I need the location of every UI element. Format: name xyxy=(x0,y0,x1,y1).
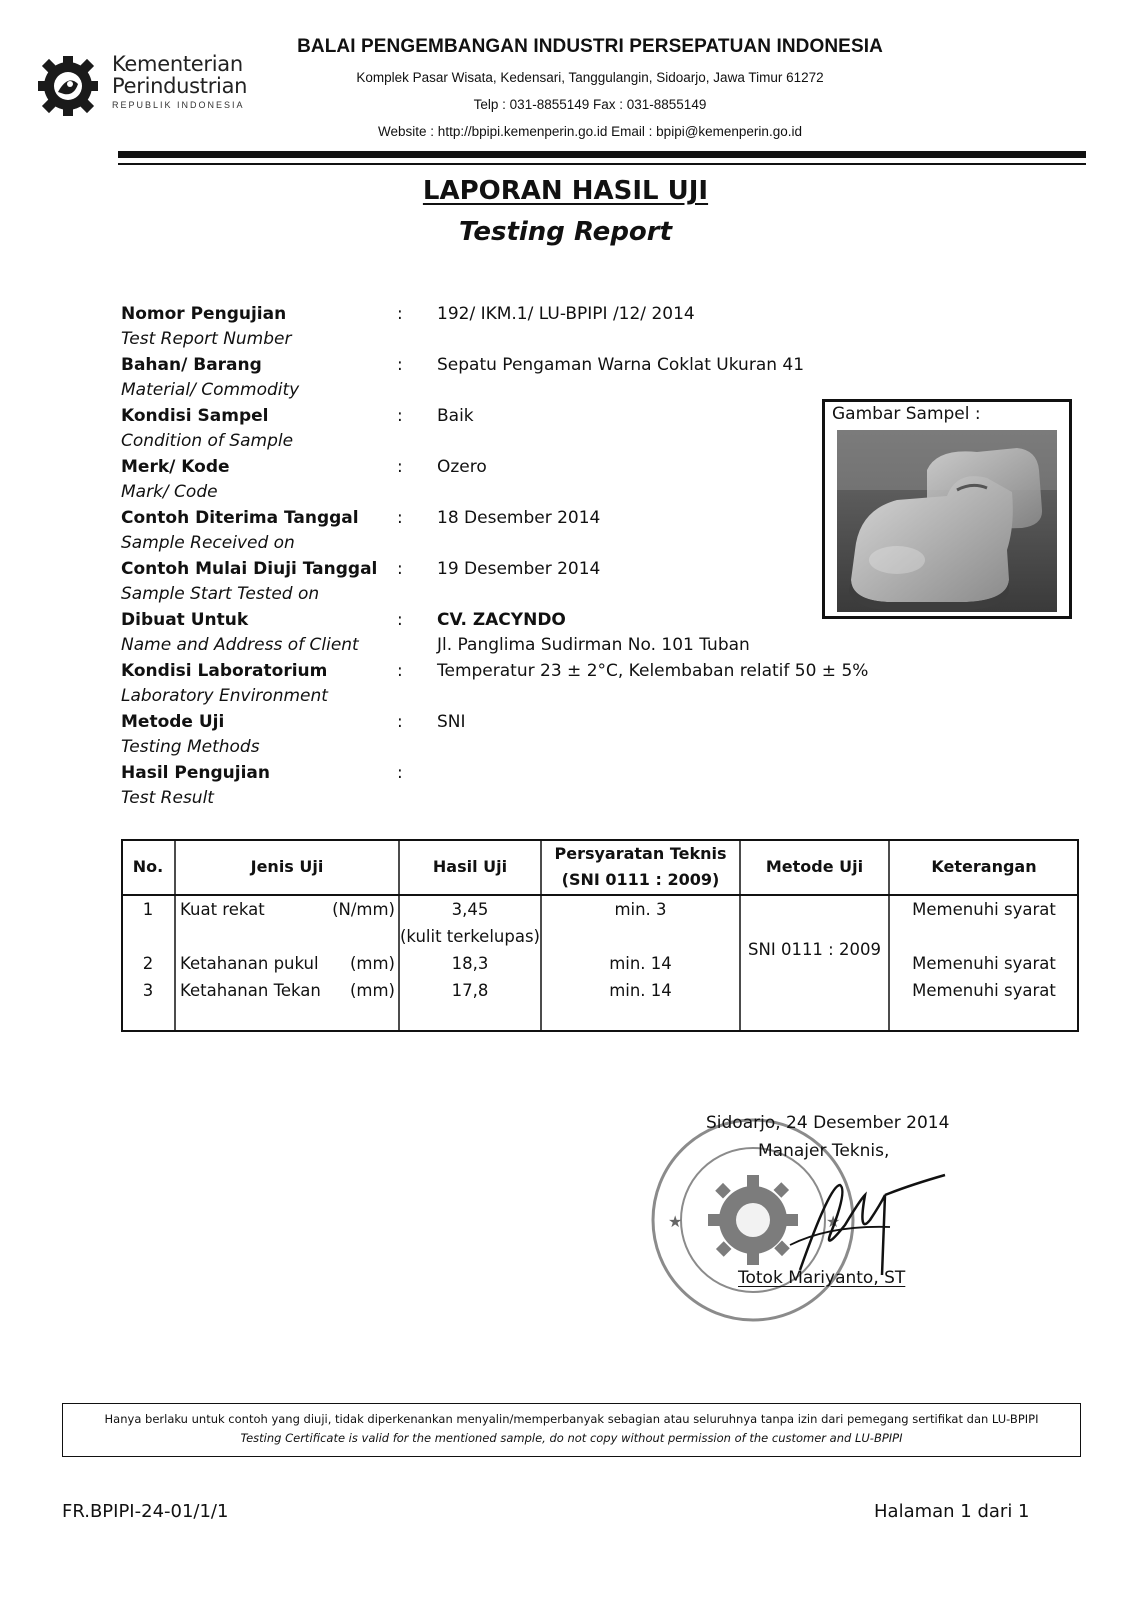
value-material: Sepatu Pengaman Warna Coklat Ukuran 41 xyxy=(437,355,805,375)
label-sample-start-tested: Sample Start Tested on xyxy=(121,584,320,604)
svg-text:★: ★ xyxy=(668,1212,683,1231)
logo-text-republik: REPUBLIK INDONESIA xyxy=(112,100,245,110)
organization-phone: Telp : 031-8855149 Fax : 031-8855149 xyxy=(473,97,707,112)
organization-web: Website : http://bpipi.kemenperin.go.id Email : bpipi@kemenperin.go.id xyxy=(378,124,802,139)
disclaimer-text-id: Hanya berlaku untuk contoh yang diuji, tidak diperkenankan menyalin/memperbanyak sebagian atau seluruhnya tanpa izin dari pemegang sertifikat dan LU-BPIPI xyxy=(104,1412,1039,1426)
cell-no: 1 xyxy=(142,900,154,919)
cell-jenis: Ketahanan Tekan xyxy=(180,981,321,1000)
colon: : xyxy=(397,457,403,477)
signatory-name: Totok Mariyanto, ST xyxy=(738,1268,906,1288)
label-test-report-number: Test Report Number xyxy=(121,329,292,349)
disclaimer-text-en: Testing Certificate is valid for the mentioned sample, do not copy without permission of the customer and LU-BPIPI xyxy=(240,1431,903,1445)
cell-keterangan: Memenuhi syarat xyxy=(912,981,1056,1000)
ministry-logo xyxy=(30,44,270,124)
colon: : xyxy=(397,610,403,630)
cell-no: 2 xyxy=(142,954,154,973)
label-kondisi-sampel: Kondisi Sampel xyxy=(121,406,269,426)
label-hasil-pengujian: Hasil Pengujian xyxy=(121,763,270,783)
value-testing-method: SNI xyxy=(437,712,466,732)
header-divider-thin xyxy=(118,163,1086,165)
cell-syarat: min. 14 xyxy=(609,981,672,1000)
colon: : xyxy=(397,406,403,426)
test-result-table xyxy=(121,839,1079,1032)
value-client-address: Jl. Panglima Sudirman No. 101 Tuban xyxy=(437,635,750,655)
header-persyaratan-sni: (SNI 0111 : 2009) xyxy=(561,870,720,889)
label-dibuat-untuk: Dibuat Untuk xyxy=(121,610,249,630)
label-sample-received: Sample Received on xyxy=(121,533,295,553)
label-testing-methods: Testing Methods xyxy=(121,737,260,757)
handwritten-signature xyxy=(770,1165,950,1285)
cell-syarat: min. 3 xyxy=(614,900,667,919)
header-divider-thick xyxy=(118,151,1086,158)
label-test-result: Test Result xyxy=(121,788,214,808)
organization-name: BALAI PENGEMBANGAN INDUSTRI PERSEPATUAN INDONESIA xyxy=(297,36,883,57)
label-nomor-pengujian: Nomor Pengujian xyxy=(121,304,287,324)
header-jenis-uji: Jenis Uji xyxy=(250,857,324,876)
organization-address: Komplek Pasar Wisata, Kedensari, Tanggulangin, Sidoarjo, Jawa Timur 61272 xyxy=(356,70,824,85)
colon: : xyxy=(397,763,403,783)
gear-emblem-icon xyxy=(30,44,110,124)
value-start-date: 19 Desember 2014 xyxy=(437,559,601,579)
cell-syarat: min. 14 xyxy=(609,954,672,973)
cell-unit: (mm) xyxy=(349,981,395,1000)
value-client-name: CV. ZACYNDO xyxy=(437,610,566,630)
report-title-en: Testing Report xyxy=(458,217,673,247)
label-laboratory-environment: Laboratory Environment xyxy=(121,686,328,706)
label-mark-code: Mark/ Code xyxy=(121,482,218,502)
logo-text-perindustrian: Perindustrian xyxy=(112,74,248,98)
header-hasil-uji: Hasil Uji xyxy=(432,857,508,876)
cell-keterangan: Memenuhi syarat xyxy=(912,900,1056,919)
form-code: FR.BPIPI-24-01/1/1 xyxy=(62,1501,229,1522)
cell-jenis: Kuat rekat xyxy=(180,900,265,919)
label-client-name-address: Name and Address of Client xyxy=(121,635,359,655)
label-bahan-barang: Bahan/ Barang xyxy=(121,355,262,375)
cell-keterangan: Memenuhi syarat xyxy=(912,954,1056,973)
signature-role: Manajer Teknis, xyxy=(758,1141,890,1161)
colon: : xyxy=(397,304,403,324)
header-persyaratan-teknis: Persyaratan Teknis xyxy=(554,844,727,863)
cell-hasil: 3,45 xyxy=(451,900,489,919)
label-merk-kode: Merk/ Kode xyxy=(121,457,230,477)
colon: : xyxy=(397,508,403,528)
value-lab-environment: Temperatur 23 ± 2°C, Kelembaban relatif 50 ± 5% xyxy=(437,661,869,681)
label-contoh-diterima: Contoh Diterima Tanggal xyxy=(121,508,359,528)
cell-hasil-note: (kulit terkelupas) xyxy=(399,927,540,946)
colon: : xyxy=(397,661,403,681)
value-received-date: 18 Desember 2014 xyxy=(437,508,601,528)
header-metode-uji: Metode Uji xyxy=(765,857,864,876)
value-report-number: 192/ IKM.1/ LU-BPIPI /12/ 2014 xyxy=(437,304,695,324)
label-contoh-mulai-diuji: Contoh Mulai Diuji Tanggal xyxy=(121,559,378,579)
label-material-commodity: Material/ Commodity xyxy=(121,380,300,400)
cell-hasil: 18,3 xyxy=(451,954,489,973)
cell-unit: (mm) xyxy=(349,954,395,973)
header-no: No. xyxy=(132,857,164,876)
cell-jenis: Ketahanan pukul xyxy=(180,954,319,973)
signature-place-date: Sidoarjo, 24 Desember 2014 xyxy=(706,1113,950,1133)
svg-text:★: ★ xyxy=(826,1212,841,1231)
colon: : xyxy=(397,355,403,375)
cell-metode-merged: SNI 0111 : 2009 xyxy=(748,940,881,959)
logo-text-kementerian: Kementerian xyxy=(112,52,243,76)
colon: : xyxy=(397,712,403,732)
sample-image-label: Gambar Sampel : xyxy=(832,404,981,424)
value-condition: Baik xyxy=(437,406,474,426)
disclaimer-box xyxy=(62,1403,1081,1457)
cell-unit: (N/mm) xyxy=(332,900,395,919)
label-kondisi-laboratorium: Kondisi Laboratorium xyxy=(121,661,328,681)
cell-no: 3 xyxy=(142,981,154,1000)
report-title-id: LAPORAN HASIL UJI xyxy=(422,176,709,206)
label-condition-of-sample: Condition of Sample xyxy=(121,431,294,451)
value-mark: Ozero xyxy=(437,457,487,477)
label-metode-uji: Metode Uji xyxy=(121,712,225,732)
header-keterangan: Keterangan xyxy=(931,857,1037,876)
sample-image-box xyxy=(822,399,1072,619)
cell-hasil: 17,8 xyxy=(451,981,489,1000)
sample-shoe-photo xyxy=(837,430,1057,612)
page-number: Halaman 1 dari 1 xyxy=(874,1501,1030,1522)
colon: : xyxy=(397,559,403,579)
